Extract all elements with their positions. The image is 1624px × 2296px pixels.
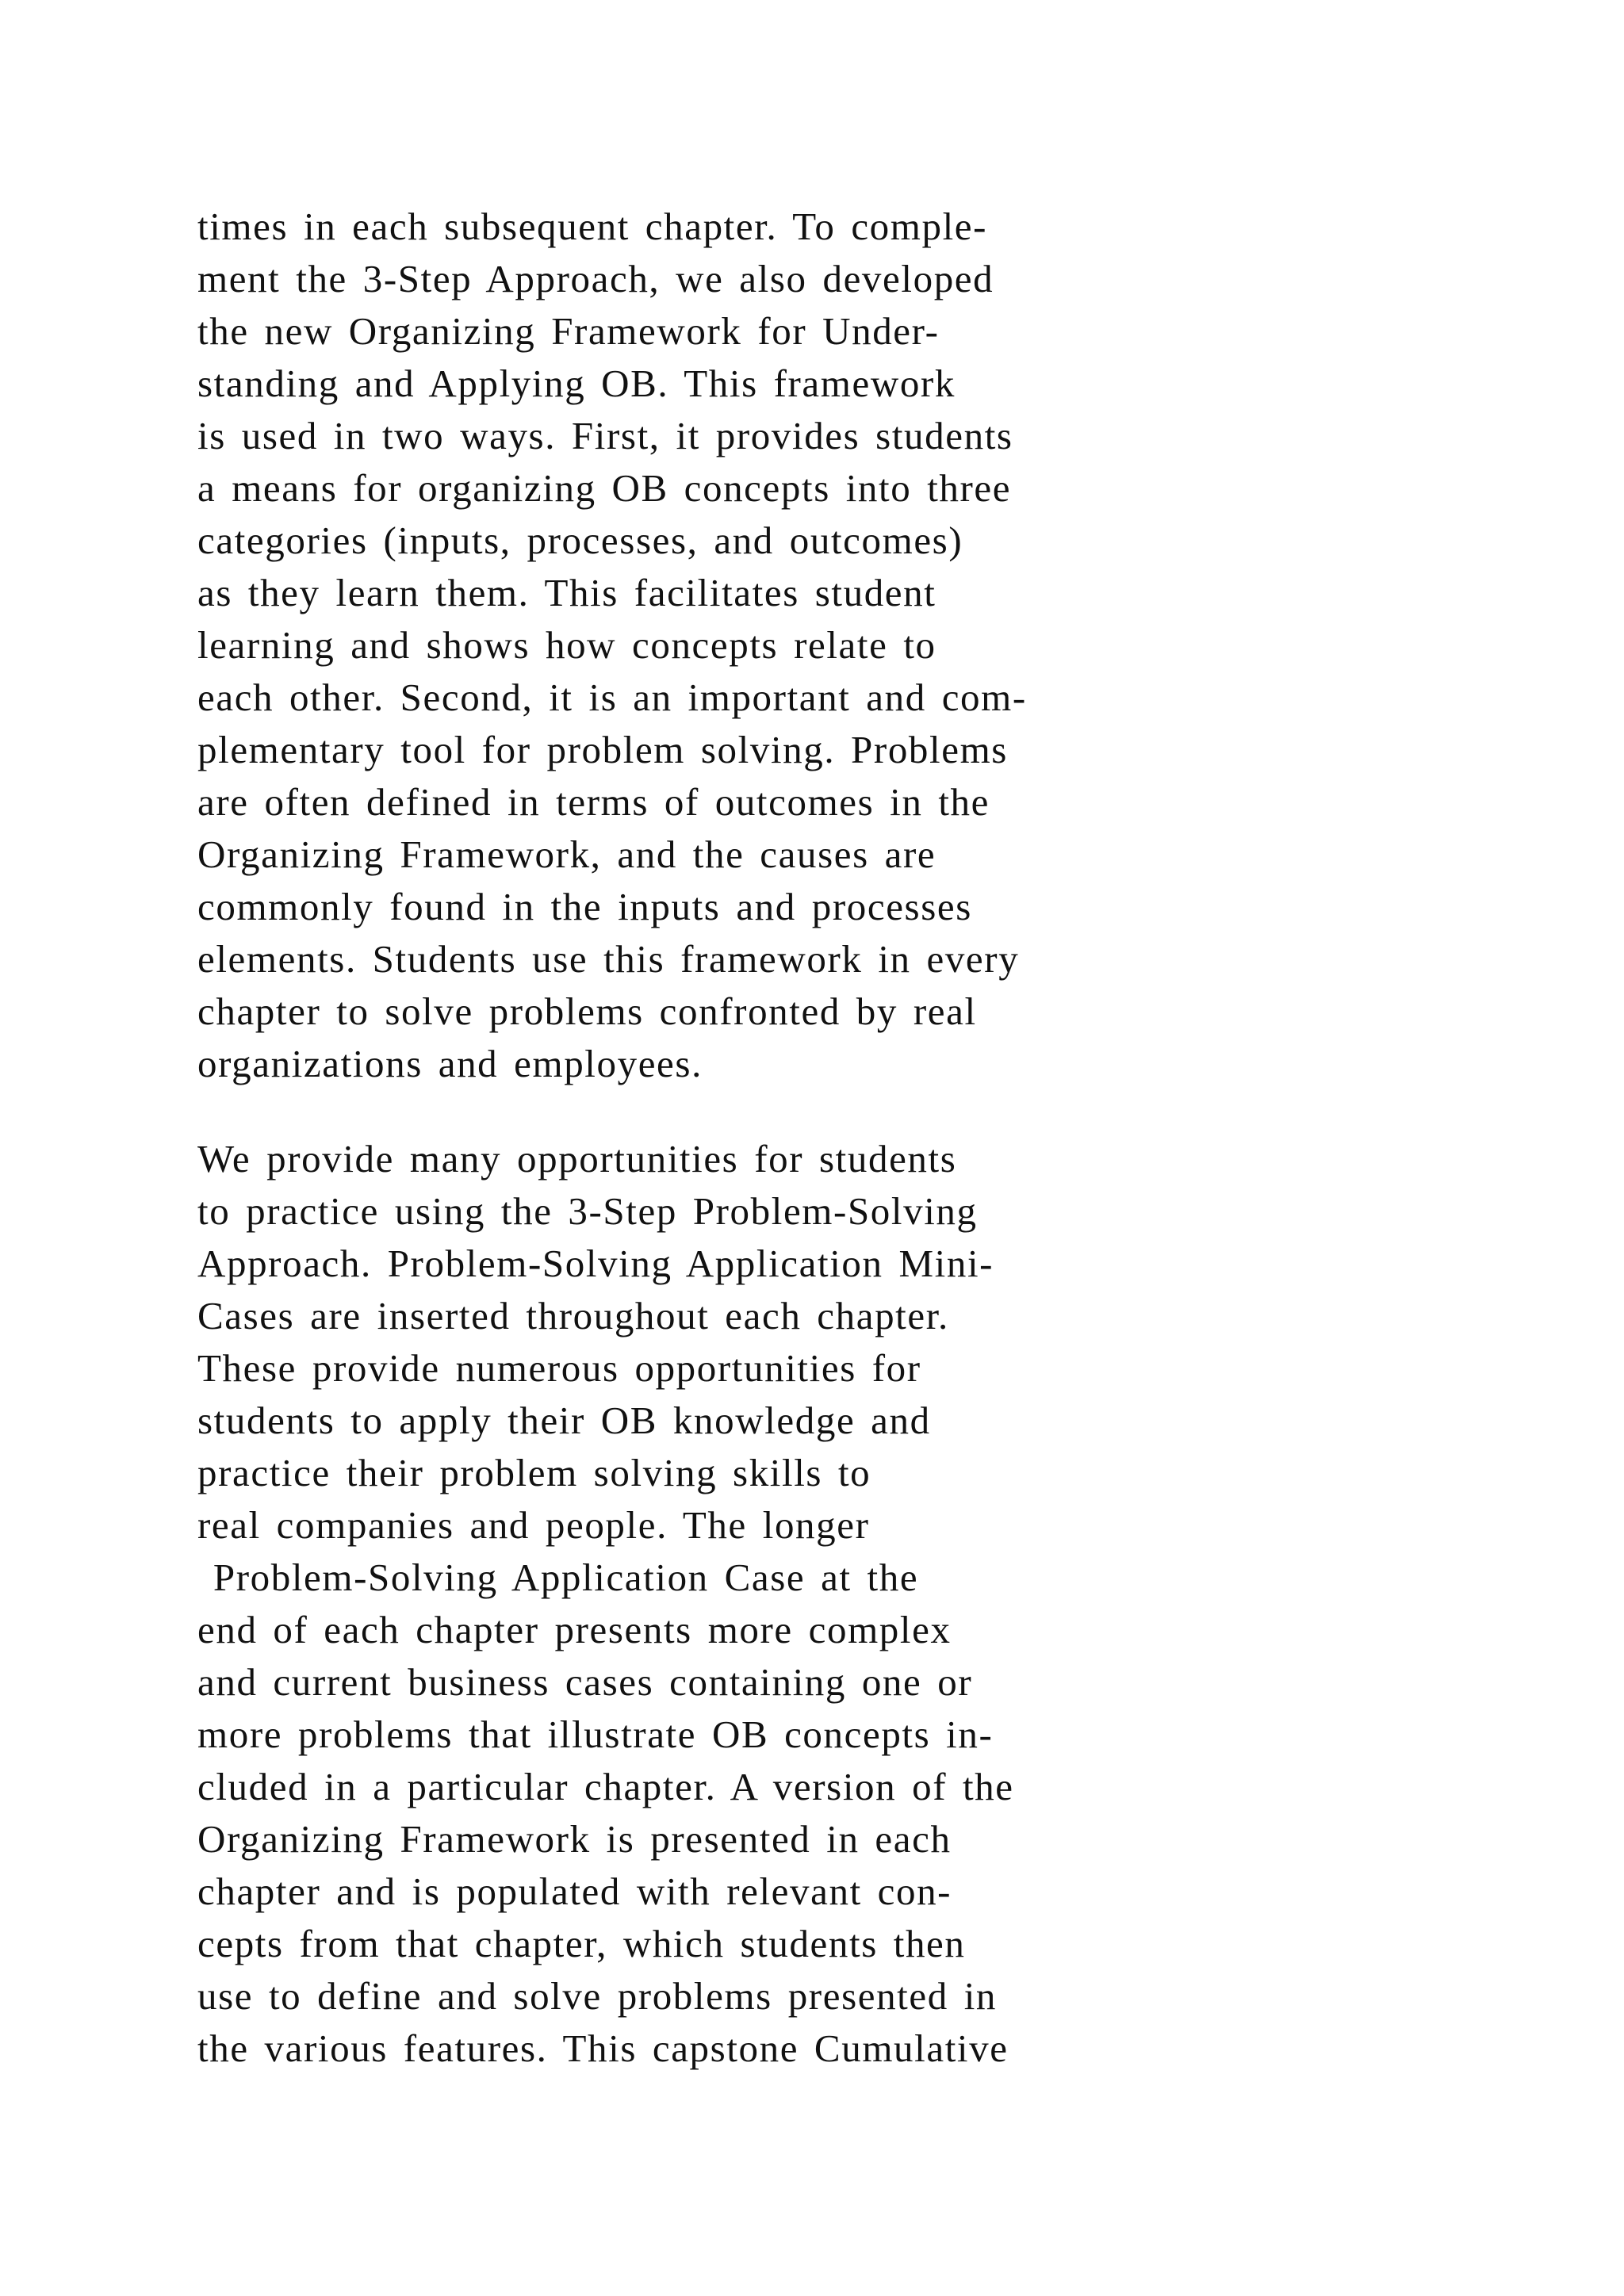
text-line: These provide numerous opportunities for xyxy=(197,1346,921,1390)
text-line: cluded in a particular chapter. A version of the xyxy=(197,1765,1014,1808)
text-line: end of each chapter presents more complex xyxy=(197,1608,952,1651)
text-line: a means for organizing OB concepts into three xyxy=(197,466,1012,510)
text-line: Cases are inserted throughout each chapter. xyxy=(197,1294,949,1337)
text-line: chapter and is populated with relevant con- xyxy=(197,1869,952,1913)
text-line: the various features. This capstone Cumulative xyxy=(197,2026,1009,2070)
text-line: is used in two ways. First, it provides students xyxy=(197,414,1013,457)
text-line: categories (inputs, processes, and outcomes) xyxy=(197,519,963,562)
text-line: We provide many opportunities for students xyxy=(197,1137,957,1181)
text-line: chapter to solve problems confronted by real xyxy=(197,989,977,1033)
text-line: practice their problem solving skills to xyxy=(197,1451,871,1494)
text-line: use to define and solve problems presented in xyxy=(197,1974,998,2018)
text-line: ment the 3-Step Approach, we also developed xyxy=(197,257,994,300)
text-line: Problem-Solving Application Case at the xyxy=(197,1556,919,1599)
text-line: each other. Second, it is an important and com- xyxy=(197,675,1027,719)
text-line: as they learn them. This facilitates student xyxy=(197,571,936,614)
text-line: to practice using the 3-Step Problem-Solving xyxy=(197,1189,978,1233)
text-line: organizations and employees. xyxy=(197,1042,703,1085)
text-line: students to apply their OB knowledge and xyxy=(197,1399,931,1442)
text-line: more problems that illustrate OB concepts in- xyxy=(197,1712,994,1756)
text-line: standing and Applying OB. This framework xyxy=(197,362,956,405)
text-line: are often defined in terms of outcomes in the xyxy=(197,780,990,824)
text-line: the new Organizing Framework for Under- xyxy=(197,309,940,353)
text-line: times in each subsequent chapter. To comple- xyxy=(197,205,988,248)
text-line: and current business cases containing one or xyxy=(197,1660,973,1704)
text-line: real companies and people. The longer xyxy=(197,1503,870,1547)
text-line: learning and shows how concepts relate to xyxy=(197,623,936,667)
text-line: plementary tool for problem solving. Problems xyxy=(197,728,1008,771)
paragraph-2 xyxy=(197,1133,1387,2075)
paragraph-1 xyxy=(197,201,1387,1090)
text-line: Approach. Problem-Solving Application Mini- xyxy=(197,1242,994,1285)
text-line: Organizing Framework is presented in each xyxy=(197,1817,952,1861)
text-line: commonly found in the inputs and processes xyxy=(197,885,972,928)
text-line: cepts from that chapter, which students then xyxy=(197,1922,966,1965)
text-line: Organizing Framework, and the causes are xyxy=(197,832,936,876)
text-line: elements. Students use this framework in every xyxy=(197,937,1020,981)
